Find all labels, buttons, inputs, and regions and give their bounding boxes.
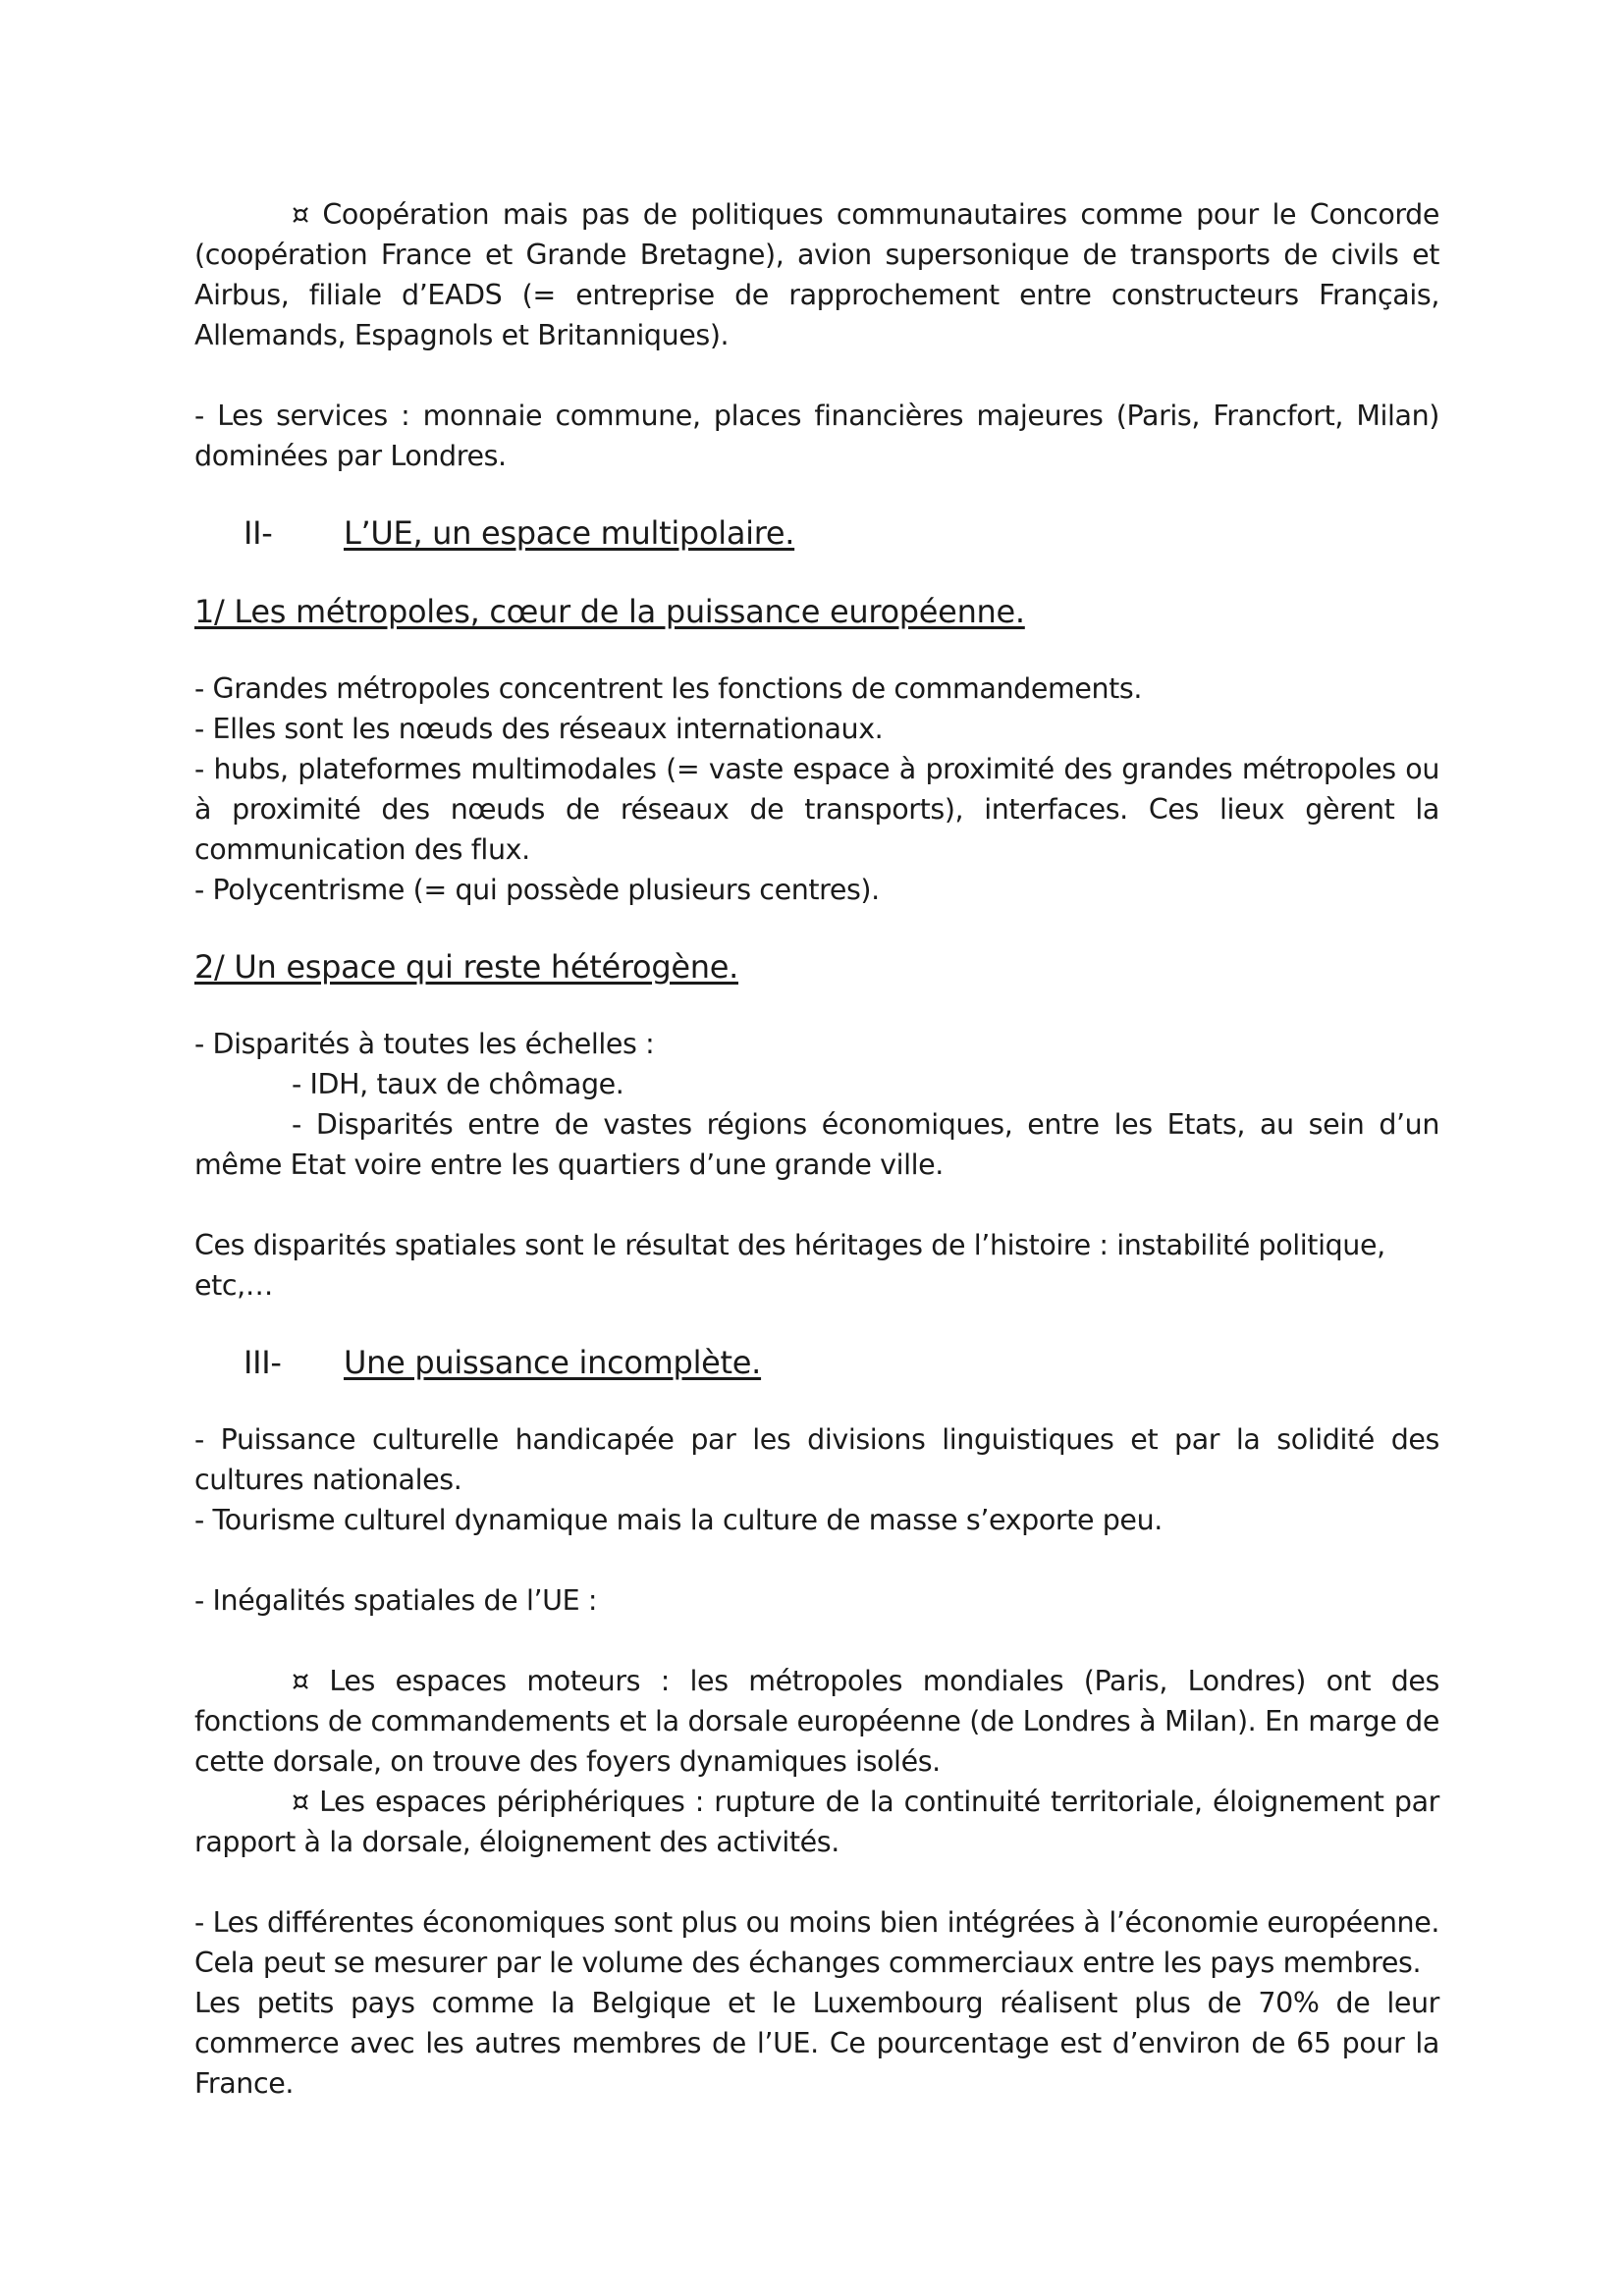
section-3-number: III-	[244, 1344, 282, 1381]
espaces-moteurs: ¤ Les espaces moteurs : les métropoles mondiales (Paris, Londres) ont des fonctions de commandements et la dorsale européenne (de Londres à Milan). En marge de cette dorsale, on trouve des foyers dynamiques isolés.	[194, 1665, 1439, 1778]
metropoles-line-4: - Polycentrisme (= qui possède plusieurs centres).	[194, 874, 880, 906]
economies-paragraph-2: Les petits pays comme la Belgique et le Luxembourg réalisent plus de 70% de leur commerce avec les autres membres de l’UE. Ce pourcentage est d’environ de 65 pour la France.	[194, 1987, 1439, 2100]
disparities-idh: - IDH, taux de chômage.	[292, 1068, 624, 1100]
disparities-regions: - Disparités entre de vastes régions économiques, entre les Etats, au sein d’un même Etat voire entre les quartiers d’une grande ville.	[194, 1108, 1439, 1181]
metropoles-line-2: - Elles sont les nœuds des réseaux internationaux.	[194, 713, 884, 745]
espaces-peripheriques: ¤ Les espaces périphériques : rupture de la continuité territoriale, éloignement par rapport à la dorsale, éloignement des activités.	[194, 1786, 1439, 1858]
culture-line-1: - Puissance culturelle handicapée par les divisions linguistiques et par la solidité des cultures nationales.	[194, 1423, 1439, 1496]
section-2-heading	[244, 511, 1439, 555]
section-2-number: II-	[244, 514, 273, 552]
disparities-intro: - Disparités à toutes les échelles :	[194, 1028, 655, 1060]
section-3-title: Une puissance incomplète.	[344, 1344, 762, 1381]
document-body	[194, 194, 1439, 2104]
metropoles-line-1: - Grandes métropoles concentrent les fonctions de commandements.	[194, 672, 1142, 705]
services-paragraph: - Les services : monnaie commune, places financières majeures (Paris, Francfort, Milan) dominées par Londres.	[194, 400, 1439, 472]
section-3-heading	[244, 1341, 1439, 1384]
cooperation-paragraph: ¤ Coopération mais pas de politiques communautaires comme pour le Concorde (coopération France et Grande Bretagne), avion supersonique de transports de civils et Airbus, filiale d’EADS (= entreprise de rapprochement entre constructeurs Français, Allemands, Espagnols et Britanniques).	[194, 198, 1439, 351]
metropoles-line-3: - hubs, plateformes multimodales (= vaste espace à proximité des grandes métropoles ou à proximité des nœuds de réseaux de transports), interfaces. Ces lieux gèrent la communication des flux.	[194, 753, 1439, 866]
subsection-1-title: 1/ Les métropoles, cœur de la puissance européenne.	[194, 593, 1025, 630]
subsection-2-title: 2/ Un espace qui reste hétérogène.	[194, 948, 738, 986]
culture-line-2: - Tourisme culturel dynamique mais la culture de masse s’exporte peu.	[194, 1504, 1163, 1536]
inequalities-intro: - Inégalités spatiales de l’UE :	[194, 1584, 598, 1617]
section-2-title: L’UE, un espace multipolaire.	[344, 514, 795, 552]
economies-paragraph-1: - Les différentes économiques sont plus ou moins bien intégrées à l’économie européenne. Cela peut se mesurer par le volume des échanges commerciaux entre les pays membres.	[194, 1906, 1439, 1979]
disparities-heritage: Ces disparités spatiales sont le résultat des héritages de l’histoire : instabilité politique, etc,…	[194, 1229, 1385, 1302]
